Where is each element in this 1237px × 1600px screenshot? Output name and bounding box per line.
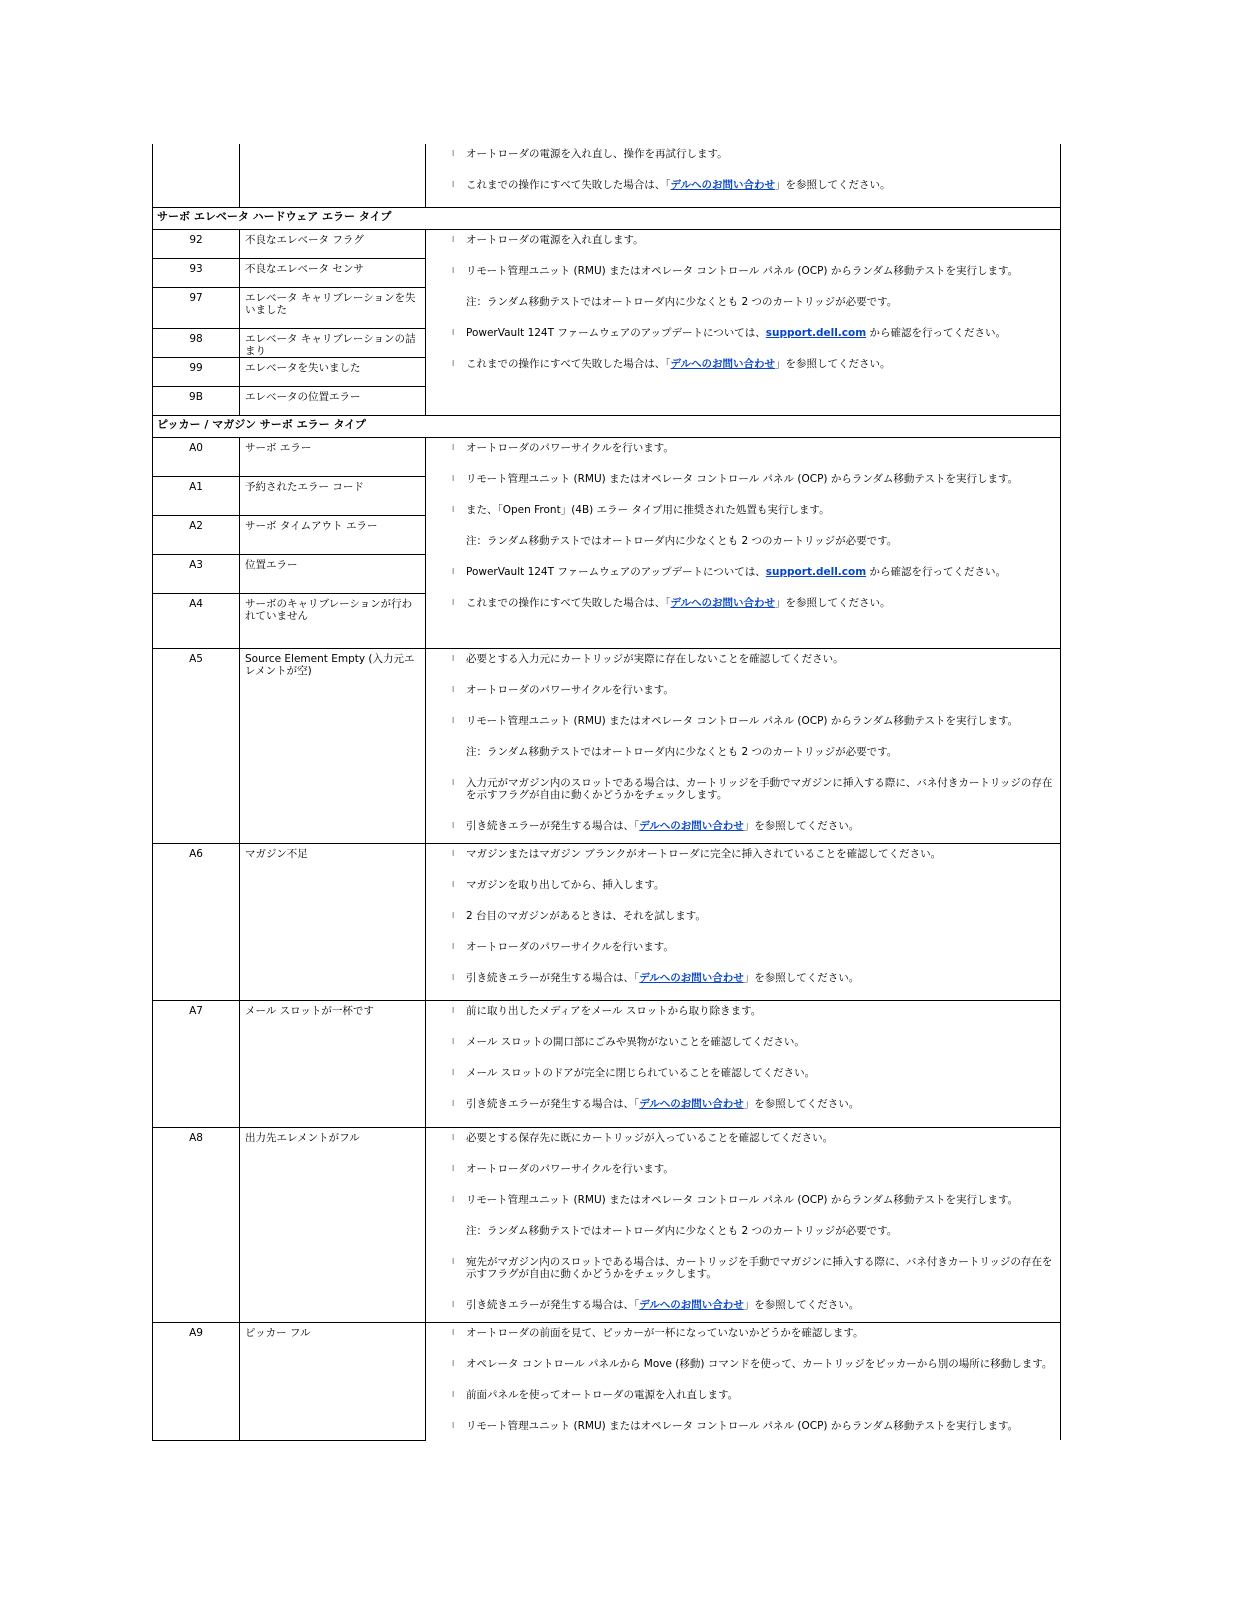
step-item [430, 597, 1056, 609]
bullet-icon: l [452, 654, 455, 663]
bullet-icon: l [452, 474, 455, 483]
step-text: 必要とする保存先に既にカートリッジが入っていることを確認してください。 [466, 1132, 834, 1144]
section-header-row [153, 208, 1061, 230]
error-description: サーボ タイムアウト エラー [240, 516, 426, 555]
step-text: 引き続きエラーが発生する場合は、「 [466, 1098, 640, 1110]
bullet-icon: l [452, 1099, 455, 1108]
bullet-icon: l [452, 1133, 455, 1142]
bullet-icon: l [452, 235, 455, 244]
bullet-icon: l [452, 328, 455, 337]
step-item [430, 848, 1056, 860]
bullet-icon: l [452, 1068, 455, 1077]
actions-cell [426, 1001, 1061, 1128]
step-text: オートローダの電源を入れ直します。 [466, 234, 644, 246]
bullet-icon: l [452, 973, 455, 982]
step-text: 」を参照してください。 [775, 597, 891, 609]
bullet-icon: l [452, 942, 455, 951]
actions-cell [426, 1128, 1061, 1323]
step-text: オートローダのパワーサイクルを行います。 [466, 941, 674, 953]
error-code: 97 [153, 288, 240, 329]
table-row [153, 1323, 1061, 1441]
actions-cell [426, 438, 1061, 649]
step-text: メール スロットの開口部にごみや異物がないことを確認してください。 [466, 1036, 805, 1048]
step-item [430, 1132, 1056, 1144]
error-code: A5 [153, 649, 240, 844]
contact-link[interactable]: デルへのお問い合わせ [670, 597, 776, 609]
error-code: A7 [153, 1001, 240, 1128]
step-text: 」を参照してください。 [743, 1299, 860, 1311]
step-text: から確認を行ってください。 [866, 566, 1007, 578]
step-note: 注：ランダム移動テストではオートローダ内に少なくとも 2 つのカートリッジが必要です。 [466, 746, 898, 758]
step-text: PowerVault 124T ファームウェアのアップデートについては、 [466, 327, 766, 339]
bullet-icon: l [452, 1421, 455, 1430]
bullet-icon: l [452, 821, 455, 830]
step-item [430, 442, 1056, 454]
error-code: A1 [153, 477, 240, 516]
step-text: リモート管理ユニット (RMU) またはオペレータ コントロール パネル (OCP) からランダム移動テストを実行します。 [466, 715, 1019, 727]
bullet-icon: l [452, 1390, 455, 1399]
error-code: 99 [153, 358, 240, 387]
contact-link[interactable]: デルへのお問い合わせ [670, 179, 776, 191]
table-row [153, 1001, 1061, 1128]
step-text: リモート管理ユニット (RMU) またはオペレータ コントロール パネル (OCP) からランダム移動テストを実行します。 [466, 265, 1019, 277]
step-item [430, 1098, 1056, 1110]
error-description: 予約されたエラー コード [240, 477, 426, 516]
bullet-icon: l [452, 567, 455, 576]
table-row [153, 844, 1061, 1001]
error-description: エレベータの位置エラー [240, 387, 426, 416]
error-code: A2 [153, 516, 240, 555]
step-note: 注：ランダム移動テストではオートローダ内に少なくとも 2 つのカートリッジが必要です。 [466, 535, 898, 547]
bullet-icon: l [452, 1359, 455, 1368]
step-text: リモート管理ユニット (RMU) またはオペレータ コントロール パネル (OCP) からランダム移動テストを実行します。 [466, 1420, 1019, 1432]
table-row [153, 144, 1061, 208]
table-row [153, 230, 1061, 259]
step-text: オートローダの前面を見て、ピッカーが一杯になっていないかどうかを確認します。 [466, 1327, 864, 1339]
actions-cell [426, 230, 1061, 416]
step-text: 」を参照してください。 [743, 972, 860, 984]
step-item [430, 358, 1056, 370]
bullet-icon: l [452, 716, 455, 725]
bullet-icon: l [452, 443, 455, 452]
bullet-icon: l [452, 149, 455, 158]
step-item [430, 684, 1056, 696]
error-description: 不良なエレベータ フラグ [240, 230, 426, 259]
bullet-icon: l [452, 598, 455, 607]
contact-link[interactable]: デルへのお問い合わせ [639, 972, 744, 984]
bullet-icon: l [452, 1257, 455, 1266]
step-item [430, 148, 1056, 160]
step-text: 2 台目のマガジンがあるときは、それを試します。 [466, 910, 706, 922]
error-description: サーボ エラー [240, 438, 426, 477]
step-text: 」を参照してください。 [775, 179, 891, 191]
bullet-icon: l [452, 778, 455, 787]
step-item [430, 1163, 1056, 1175]
step-item [430, 820, 1056, 832]
step-item [430, 972, 1056, 984]
table-row [153, 649, 1061, 844]
step-text: マガジンを取り出してから、挿入します。 [466, 879, 665, 891]
step-text: これまでの操作にすべて失敗した場合は、「 [466, 597, 671, 609]
bullet-icon: l [452, 1164, 455, 1173]
step-note: 注：ランダム移動テストではオートローダ内に少なくとも 2 つのカートリッジが必要です。 [466, 1225, 898, 1237]
step-text: リモート管理ユニット (RMU) またはオペレータ コントロール パネル (OCP) からランダム移動テストを実行します。 [466, 1194, 1019, 1206]
bullet-icon: l [452, 359, 455, 368]
step-text: リモート管理ユニット (RMU) またはオペレータ コントロール パネル (OCP) からランダム移動テストを実行します。 [466, 473, 1019, 485]
step-text: 前面パネルを使ってオートローダの電源を入れ直します。 [466, 1389, 739, 1401]
step-text: 」を参照してください。 [743, 1098, 860, 1110]
step-item [430, 1036, 1056, 1048]
step-text: これまでの操作にすべて失敗した場合は、「 [466, 179, 671, 191]
bullet-icon: l [452, 880, 455, 889]
bullet-icon: l [452, 266, 455, 275]
error-description: 不良なエレベータ センサ [240, 259, 426, 288]
contact-link[interactable]: デルへのお問い合わせ [639, 820, 744, 832]
step-note: 注：ランダム移動テストではオートローダ内に少なくとも 2 つのカートリッジが必要です。 [466, 296, 898, 308]
step-text: これまでの操作にすべて失敗した場合は、「 [466, 358, 671, 370]
step-text: オートローダの電源を入れ直し、操作を再試行します。 [466, 148, 728, 160]
step-item [430, 1299, 1056, 1311]
step-text: メール スロットのドアが完全に閉じられていることを確認してください。 [466, 1067, 816, 1079]
step-item [430, 566, 1056, 578]
bullet-icon: l [452, 1300, 455, 1309]
step-item [430, 1358, 1056, 1370]
step-item [430, 1420, 1056, 1432]
step-item [430, 653, 1056, 665]
error-description: メール スロットが一杯です [240, 1001, 426, 1128]
error-description: Source Element Empty (入力元エレメントが空) [240, 649, 426, 844]
step-item [430, 1194, 1056, 1206]
error-code: A8 [153, 1128, 240, 1323]
error-code: 98 [153, 329, 240, 358]
step-text: 」を参照してください。 [743, 820, 860, 832]
step-text: 」を参照してください。 [775, 358, 891, 370]
step-text: 引き続きエラーが発生する場合は、「 [466, 820, 640, 832]
error-description: 出力先エレメントがフル [240, 1128, 426, 1323]
step-text: PowerVault 124T ファームウェアのアップデートについては、 [466, 566, 766, 578]
error-code-table-page [152, 144, 1060, 1441]
contact-link[interactable]: support.dell.com [765, 566, 867, 578]
step-item [430, 941, 1056, 953]
error-code: 92 [153, 230, 240, 259]
error-description: エレベータを失いました [240, 358, 426, 387]
error-description: 位置エラー [240, 555, 426, 594]
bullet-icon: l [452, 1037, 455, 1046]
error-code: A4 [153, 594, 240, 649]
step-item [430, 265, 1056, 277]
step-item [430, 473, 1056, 485]
step-text: 入力元がマガジン内のスロットである場合は、カートリッジを手動でマガジンに挿入する際に、バネ付きカートリッジの存在を示すフラグが自由に動くかどうかをチェックします。 [466, 777, 1053, 801]
step-text: 前に取り出したメディアをメール スロットから取り除きます。 [466, 1005, 762, 1017]
bullet-icon: l [452, 1006, 455, 1015]
error-code: A6 [153, 844, 240, 1001]
step-text: また、「Open Front」(4B) エラー タイプ用に推奨された処置も実行します。 [466, 504, 830, 516]
error-description: エレベータ キャリブレーションの詰まり [240, 329, 426, 358]
step-text: オートローダのパワーサイクルを行います。 [466, 442, 674, 454]
bullet-icon: l [452, 180, 455, 189]
error-description: エレベータ キャリブレーションを失いました [240, 288, 426, 329]
error-description: マガジン不足 [240, 844, 426, 1001]
error-code-cell [153, 144, 240, 208]
step-text: 必要とする入力元にカートリッジが実際に存在しないことを確認してください。 [466, 653, 844, 665]
step-item [430, 1327, 1056, 1339]
step-text: 宛先がマガジン内のスロットである場合は、カートリッジを手動でマガジンに挿入する際に、バネ付きカートリッジの存在を示すフラグが自由に動くかどうかをチェックします。 [466, 1256, 1053, 1280]
step-text: から確認を行ってください。 [866, 327, 1007, 339]
section-title: ピッカー / マガジン サーボ エラー タイプ [153, 416, 1061, 438]
error-description: ピッカー フル [240, 1323, 426, 1441]
error-code: A9 [153, 1323, 240, 1441]
step-item [430, 1389, 1056, 1401]
step-item [430, 777, 1056, 801]
bullet-icon: l [452, 849, 455, 858]
table-row [153, 438, 1061, 477]
step-item [430, 234, 1056, 246]
contact-link[interactable]: デルへのお問い合わせ [639, 1098, 744, 1110]
bullet-icon: l [452, 1328, 455, 1337]
contact-link[interactable]: デルへのお問い合わせ [639, 1299, 744, 1311]
step-item [430, 179, 1056, 191]
contact-link[interactable]: support.dell.com [765, 327, 867, 339]
step-item [430, 1005, 1056, 1017]
error-code: 9B [153, 387, 240, 416]
bullet-icon: l [452, 911, 455, 920]
step-text: 引き続きエラーが発生する場合は、「 [466, 1299, 640, 1311]
step-item [430, 504, 1056, 516]
actions-cell [426, 144, 1061, 208]
section-header-row [153, 416, 1061, 438]
step-text: マガジンまたはマガジン ブランクがオートローダに完全に挿入されていることを確認してください。 [466, 848, 942, 860]
error-code: A0 [153, 438, 240, 477]
step-item [430, 1067, 1056, 1079]
step-item [430, 910, 1056, 922]
step-text: オペレータ コントロール パネルから Move (移動) コマンドを使って、カートリッジをピッカーから別の場所に移動します。 [466, 1358, 1053, 1370]
section-title: サーボ エレベータ ハードウェア エラー タイプ [153, 208, 1061, 230]
table-row [153, 1128, 1061, 1323]
contact-link[interactable]: デルへのお問い合わせ [670, 358, 776, 370]
step-item [430, 715, 1056, 727]
bullet-icon: l [452, 505, 455, 514]
bullet-icon: l [452, 1195, 455, 1204]
bullet-icon: l [452, 685, 455, 694]
step-item [430, 327, 1056, 339]
actions-cell [426, 1323, 1061, 1441]
error-description: サーボのキャリブレーションが行われていません [240, 594, 426, 649]
step-text: オートローダのパワーサイクルを行います。 [466, 1163, 674, 1175]
error-desc-cell [240, 144, 426, 208]
error-code: A3 [153, 555, 240, 594]
step-item [430, 1256, 1056, 1280]
step-text: オートローダのパワーサイクルを行います。 [466, 684, 674, 696]
actions-cell [426, 844, 1061, 1001]
error-code: 93 [153, 259, 240, 288]
actions-cell [426, 649, 1061, 844]
step-item [430, 879, 1056, 891]
error-code-table [152, 144, 1061, 1441]
step-text: 引き続きエラーが発生する場合は、「 [466, 972, 640, 984]
